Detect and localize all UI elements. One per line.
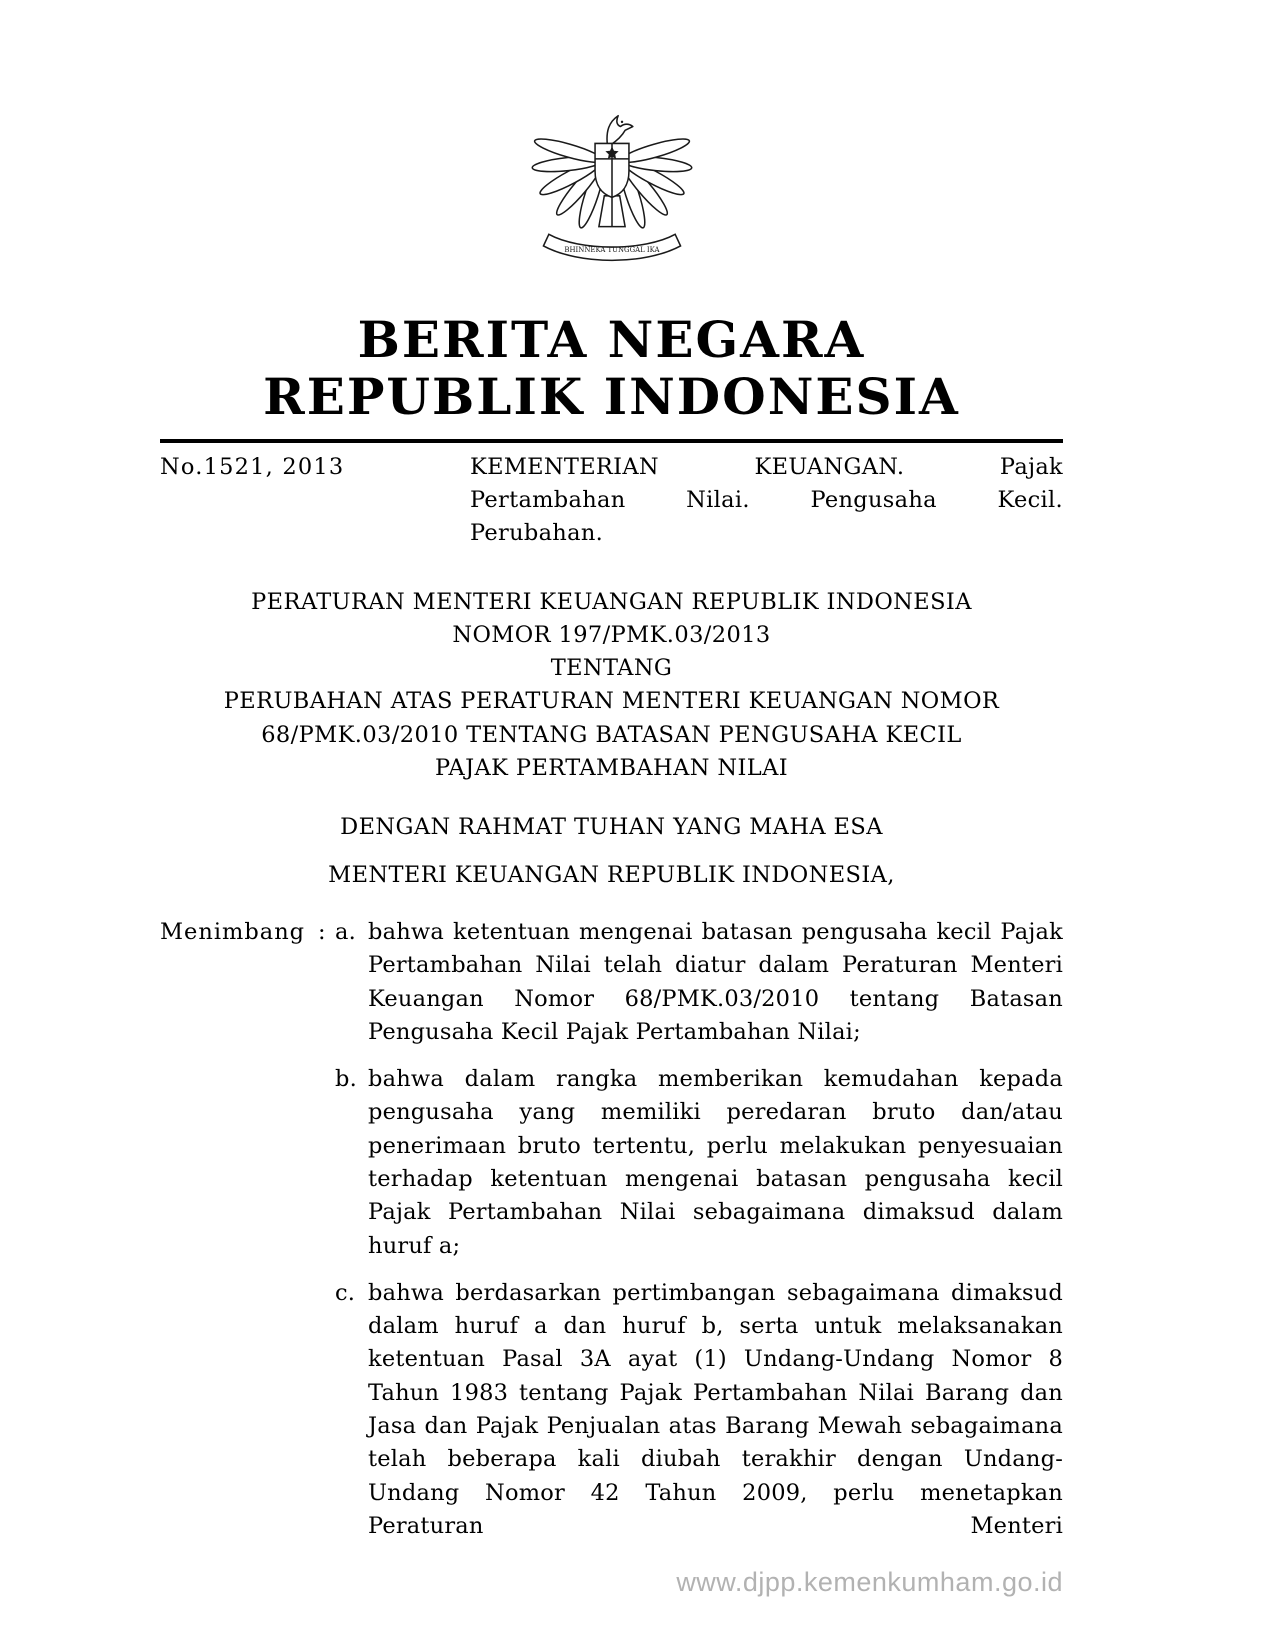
- regulation-title-line: PERUBAHAN ATAS PERATURAN MENTERI KEUANGAN NOMOR: [223, 688, 1000, 715]
- spacer: [318, 1063, 335, 1263]
- tail-feathers: [598, 196, 624, 227]
- consideration-text: bahwa ketentuan mengenai batasan pengusaha kecil Pajak Pertambahan Nilai telah diatur dalam Peraturan Menteri Keuangan Nomor 68/PMK.03/2010 tentang Batasan Pengusaha Kecil Pajak Pertambahan Nilai;: [368, 918, 1063, 1045]
- gazette-title: [160, 311, 1063, 425]
- spacer: [160, 1063, 318, 1263]
- considerations-colon: :: [318, 918, 326, 945]
- spacer: [318, 1277, 335, 1543]
- gazette-title-line1: BERITA NEGARA: [357, 310, 866, 369]
- garuda-pancasila-emblem-icon: [527, 88, 697, 273]
- regulation-title-line: TENTANG: [550, 655, 673, 682]
- gazette-title-line2: REPUBLIK INDONESIA: [263, 367, 960, 426]
- eagle-head: [607, 116, 633, 145]
- regulation-number-line: NOMOR 197/PMK.03/2013: [452, 621, 771, 648]
- issue-number: No.1521, 2013: [160, 454, 345, 480]
- spacer: [160, 1277, 318, 1543]
- footer-watermark: www.djpp.kemenkumham.go.id: [676, 1567, 1063, 1597]
- subject-line: Pertambahan Nilai. Pengusaha Kecil.: [470, 486, 1063, 513]
- regulation-title-line: 68/PMK.03/2010 TENTANG BATASAN PENGUSAHA KECIL: [261, 721, 962, 748]
- consideration-marker: b.: [335, 1066, 357, 1093]
- masthead-meta-row: [160, 451, 1063, 550]
- masthead-rule: [160, 439, 1063, 443]
- motto-text: BHINNEKA TUNGGAL IKA: [563, 246, 660, 255]
- motto-banner: [543, 234, 680, 260]
- regulation-title-line: PAJAK PERTAMBAHAN NILAI: [434, 755, 789, 782]
- authority-line: MENTERI KEUANGAN REPUBLIK INDONESIA,: [328, 861, 895, 888]
- pancasila-shield: [595, 143, 629, 197]
- garuda-emblem-svg: [527, 88, 697, 269]
- masthead: [160, 88, 1063, 550]
- consideration-marker: c.: [335, 1279, 356, 1306]
- regulation-title-line: PERATURAN MENTERI KEUANGAN REPUBLIK INDONESIA: [251, 588, 972, 615]
- considerations-section: [160, 916, 1063, 1543]
- subject-line: Perubahan.: [470, 519, 604, 546]
- subject-keywords: [470, 451, 1063, 550]
- consideration-text: bahwa dalam rangka memberikan kemudahan kepada pengusaha yang memiliki peredaran bruto dan/atau penerimaan bruto tertentu, perlu melakukan penyesuaian terhadap ketentuan mengenai batasan pengusaha kecil Pajak Pertambahan Nilai sebagaimana dimaksud dalam huruf a;: [368, 1066, 1063, 1259]
- consideration-text: bahwa berdasarkan pertimbangan sebagaimana dimaksud dalam huruf a dan huruf b, serta untuk melaksanakan ketentuan Pasal 3A ayat (1) Undang-Undang Nomor 8 Tahun 1983 tentang Pajak Pertambahan Nilai Barang dan Jasa dan Pajak Penjualan atas Barang Mewah sebagaimana telah beberapa kali diubah terakhir dengan Undang-Undang Nomor 42 Tahun 2009, perlu menetapkan Peraturan Menteri: [368, 1279, 1063, 1539]
- considerations-label: Menimbang: [160, 918, 306, 945]
- regulation-title-block: [160, 586, 1063, 892]
- subject-line: KEMENTERIAN KEUANGAN. Pajak: [470, 454, 1063, 480]
- invocation-line: DENGAN RAHMAT TUHAN YANG MAHA ESA: [340, 814, 883, 841]
- consideration-marker: a.: [335, 918, 356, 945]
- page-content: [160, 0, 1063, 1543]
